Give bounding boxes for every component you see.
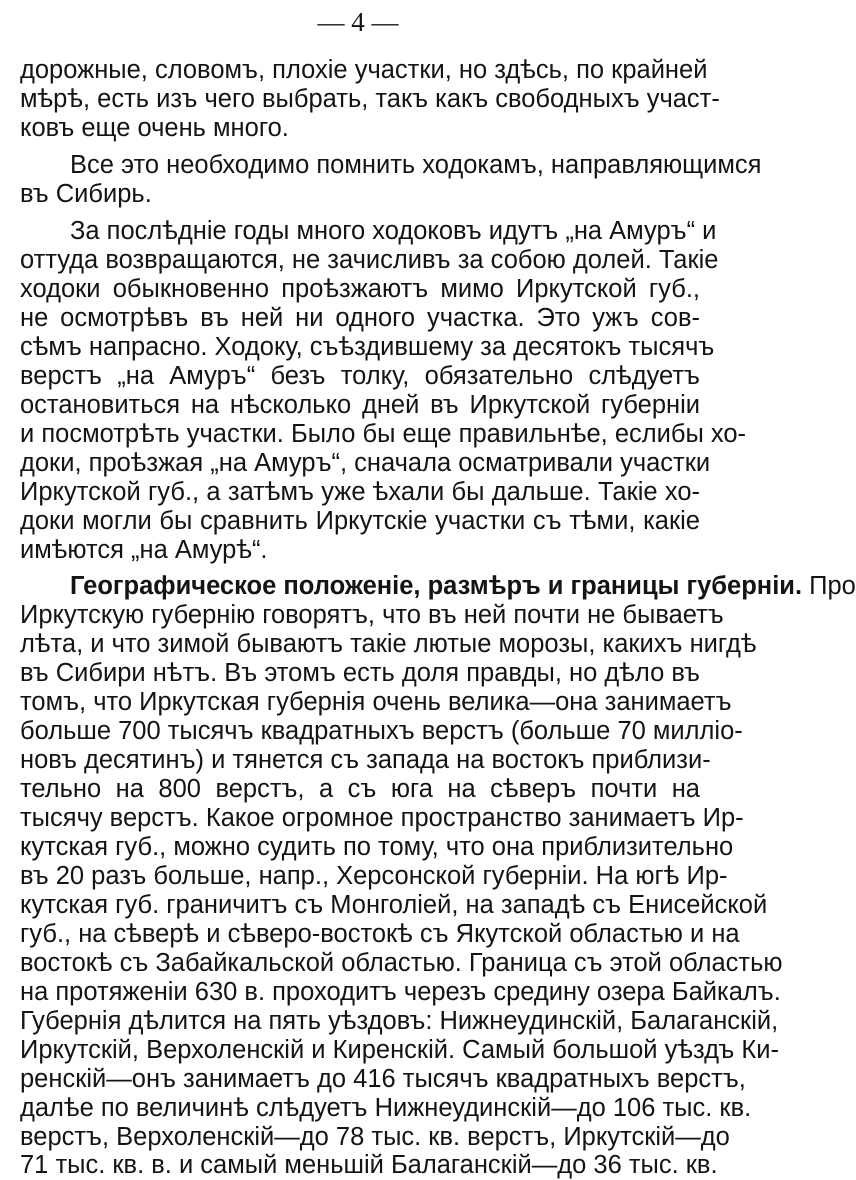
text-line: доки, проѣзжая „на Амуръ“, сначала осматривали участки — [20, 449, 711, 477]
text-line: больше 700 тысячъ квадратныхъ верстъ (больше 70 милліо- — [20, 717, 743, 745]
text-line: Губернія дѣлится на пять уѣздовъ: Нижнеудинскій, Балаганскій, — [20, 1007, 779, 1035]
text-line: въ Сибири нѣтъ. Въ этомъ есть доля правды, но дѣло въ — [20, 659, 700, 687]
text-line: Иркутскую губернію говорятъ, что въ ней почти не бываетъ — [20, 601, 724, 629]
text-line: въ 20 разъ больше, напр., Херсонской губерніи. На югѣ Ир- — [20, 862, 728, 890]
text-line: верстъ, Верхоленскій—до 78 тыс. кв. верстъ, Иркутскій—до — [20, 1123, 730, 1151]
section-heading: Географическое положеніе, размѣръ и границы губерніи. — [70, 572, 803, 600]
text-line: въ Сибирь. — [20, 180, 152, 208]
text-line: на протяженіи 630 в. проходитъ черезъ средину озера Байкалъ. — [20, 978, 781, 1006]
text-line: тельно на 800 верстъ, а съ юга на сѣверъ почти на — [20, 775, 700, 803]
text-line: далѣе по величинѣ слѣдуетъ Нижнеудинскій—до 106 тыс. кв. — [20, 1094, 752, 1122]
text-line: Все это необходимо помнить ходокамъ, направляющимся — [70, 151, 762, 179]
text-line: остановиться на нѣсколько дней въ Иркутской губерніи — [20, 391, 700, 419]
text-line: востокѣ съ Забайкальской областью. Граница съ этой областью — [20, 949, 783, 977]
text-line: Иркутской губ., а затѣмъ уже ѣхали бы дальше. Такіе хо- — [20, 478, 700, 506]
text-line: мѣрѣ, есть изъ чего выбрать, такъ какъ свободныхъ участ- — [20, 85, 720, 113]
text-line: дорожные, словомъ, плохіе участки, но здѣсь, по крайней — [20, 56, 708, 84]
text-line: За послѣдніе годы много ходоковъ идутъ „на Амуръ“ и — [70, 217, 717, 245]
text-line: кутская губ., можно судить по тому, что она приблизительно — [20, 833, 734, 861]
text-line: губ., на сѣверѣ и сѣверо-востокѣ съ Якутской областью и на — [20, 920, 740, 948]
text-line: 71 тыс. кв. в. и самый меньшій Балаганскій—до 36 тыс. кв. — [20, 1151, 718, 1179]
text-line: ковъ еще очень много. — [20, 114, 289, 142]
text-line: ходоки обыкновенно проѣзжаютъ мимо Иркутской губ., — [20, 275, 700, 303]
text-line: имѣются „на Амурѣ“. — [20, 536, 268, 564]
text-line: лѣта, и что зимой бываютъ такіе лютые морозы, какихъ нигдѣ — [20, 630, 757, 658]
text-line: новъ десятинъ) и тянется съ запада на востокъ приблизи- — [20, 746, 711, 774]
text-line: сѣмъ напрасно. Ходоку, съѣздившему за десятокъ тысячъ — [20, 333, 715, 361]
section-heading-line — [70, 572, 856, 601]
heading-tail-text: Про — [809, 572, 856, 600]
text-line: томъ, что Иркутская губернія очень велика—она занимаетъ — [20, 688, 732, 716]
text-line: верстъ „на Амуръ“ безъ толку, обязательно слѣдуетъ — [20, 362, 700, 390]
text-line: тысячу верстъ. Какое огромное пространство занимаетъ Ир- — [20, 804, 744, 832]
text-line: и посмотрѣть участки. Было бы еще правильнѣе, еслибы хо- — [20, 420, 747, 448]
page-number: — 4 — — [317, 7, 399, 37]
text-line: Иркутскій, Верхоленскій и Киренскій. Самый большой уѣздъ Ки- — [20, 1036, 780, 1064]
text-line: доки могли бы сравнить Иркутскіе участки съ тѣми, какіе — [20, 507, 700, 535]
text-line: ренскій—онъ занимаетъ до 416 тысячъ квадратныхъ верстъ, — [20, 1065, 746, 1093]
text-line: кутская губ. граничитъ съ Монголіей, на западѣ съ Енисейской — [20, 891, 768, 919]
text-line: не осмотрѣвъ въ ней ни одного участка. Это ужъ сов- — [20, 304, 700, 332]
text-line: оттуда возвращаются, не зачисливъ за собою долей. Такіе — [20, 246, 719, 274]
